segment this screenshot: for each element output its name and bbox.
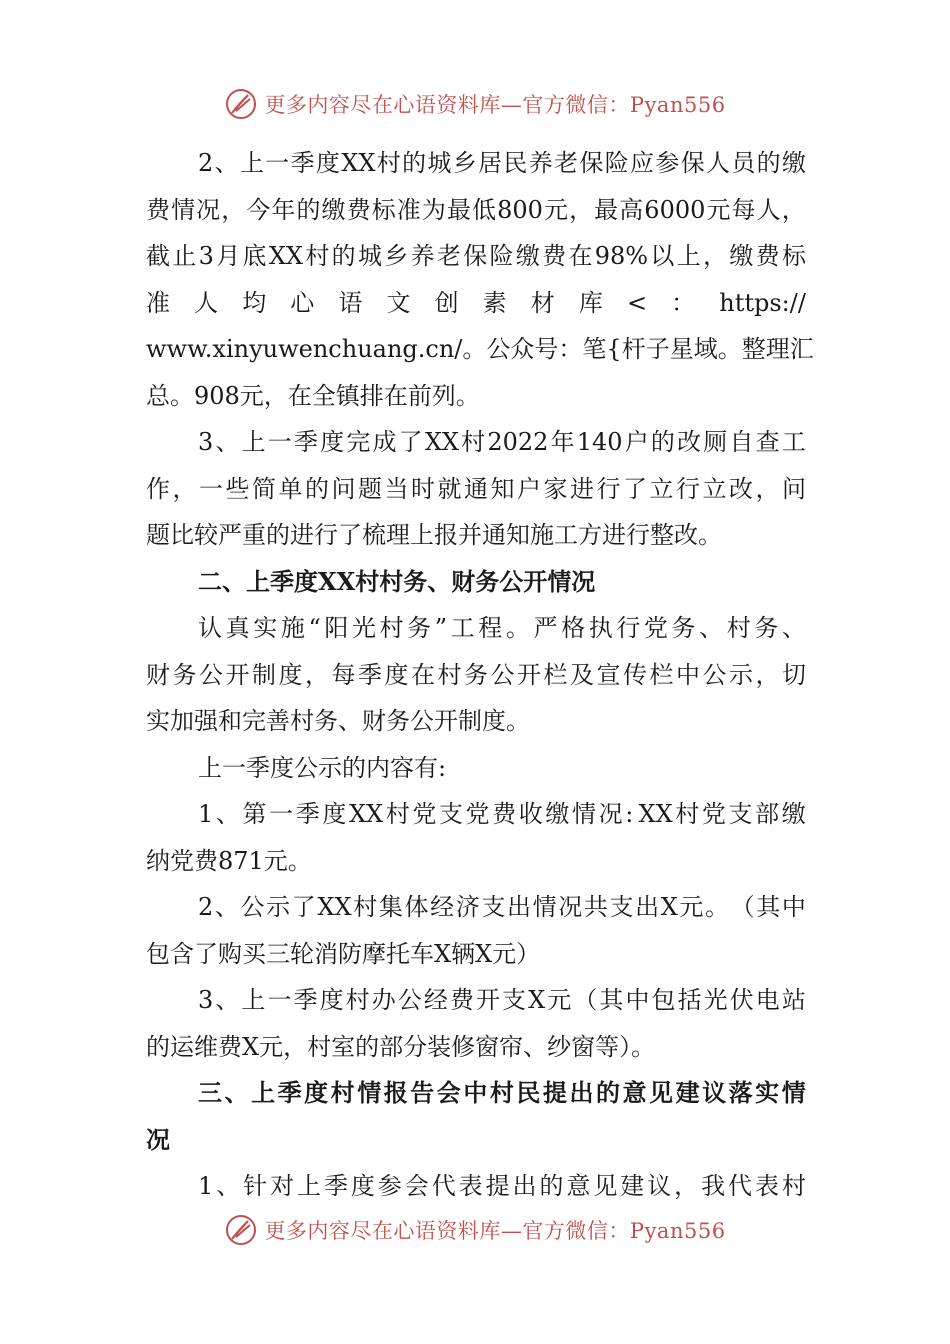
body-line: 实加强和完善村务、财务公开制度。 [146, 707, 530, 735]
body-line: 三 、 上 季 度 村 情 报 告 会 中 村 民 提 出 的 意 见 建 议 落 实 情 [198, 1078, 806, 1107]
footer-banner-text: 更多内容尽在心语资料库—官方微信：Pyan556 [264, 1219, 726, 1243]
body-line: 包含了购买三轮消防摩托车X辆X元） [146, 939, 541, 968]
footer-banner [0, 1210, 950, 1250]
body-line: 2 、 上 一 季 度 XX 村 的 城 乡 居 民 养 老 保 险 应 参 保 人 员 的 缴 [198, 149, 806, 177]
body-line: 1 、 第 一 季 度 XX 村 党 支 党 费 收 缴 情 况 : XX 村 党 支 部 缴 [198, 800, 806, 828]
document-body [146, 140, 814, 1210]
body-line: 3 、 上 一 季 度 完 成 了 XX 村 2022 年 140 户 的 改 厕 自 查 工 [198, 428, 806, 456]
quill-logo-icon [224, 1213, 258, 1247]
body-line: 纳党费871元。 [146, 846, 312, 875]
body-line: 二、上季度XX村村务、财务公开情况 [198, 566, 596, 596]
quill-logo-icon [224, 87, 258, 121]
header-banner [0, 84, 950, 124]
body-line: 作 ， 一 些 简 单 的 问 题 当 时 就 通 知 户 家 进 行 了 立 行 立 改 ， 问 [146, 474, 806, 503]
body-line: 上一季度公示的内容有: [198, 753, 447, 782]
body-line: 截 止 3 月 底 XX 村 的 城 乡 养 老 保 险 缴 费 在 98% 以 上 ， 缴 费 标 [146, 242, 806, 270]
body-line: 1 、 针 对 上 季 度 参 会 代 表 提 出 的 意 见 建 议 ， 我 代 表 村 [198, 1172, 806, 1200]
body-line: 的运维费X元，村室的部分装修窗帘、纱窗等）。 [146, 1032, 656, 1061]
body-line: 财 务 公 开 制 度 ， 每 季 度 在 村 务 公 开 栏 及 宣 传 栏 中 公 示 ， 切 [146, 660, 806, 689]
body-line: 认 真 实 施 “ 阳 光 村 务 ” 工 程 。 严 格 执 行 党 务 、 村 务 、 [198, 614, 806, 642]
body-line: www.xinyuwenchuang.cn/ 。 公 众 号 ： 笔 { 杆 子 星 域 。 整 理 汇 [146, 335, 814, 363]
header-banner-text: 更多内容尽在心语资料库—官方微信：Pyan556 [264, 93, 726, 117]
body-line: 况 [146, 1124, 170, 1154]
body-line: 3 、 上 一 季 度 村 办 公 经 费 开 支 X 元 （ 其 中 包 括 光 伏 电 站 [198, 986, 806, 1014]
body-line: 题比较严重的进行了梳理上报并通知施工方进行整改。 [146, 521, 722, 549]
body-line: 准 人 均 心 语 文 创 素 材 库 < ： https:// [146, 288, 806, 317]
body-line: 2 、 公 示 了 XX 村 集 体 经 济 支 出 情 况 共 支 出 X 元 。 （ 其 中 [198, 893, 806, 921]
body-line: 总。908元，在全镇排在前列。 [146, 381, 480, 410]
body-line: 费 情 况 ， 今 年 的 缴 费 标 准 为 最 低 800 元 ， 最 高 6000 元 每 人 ， [146, 195, 806, 224]
